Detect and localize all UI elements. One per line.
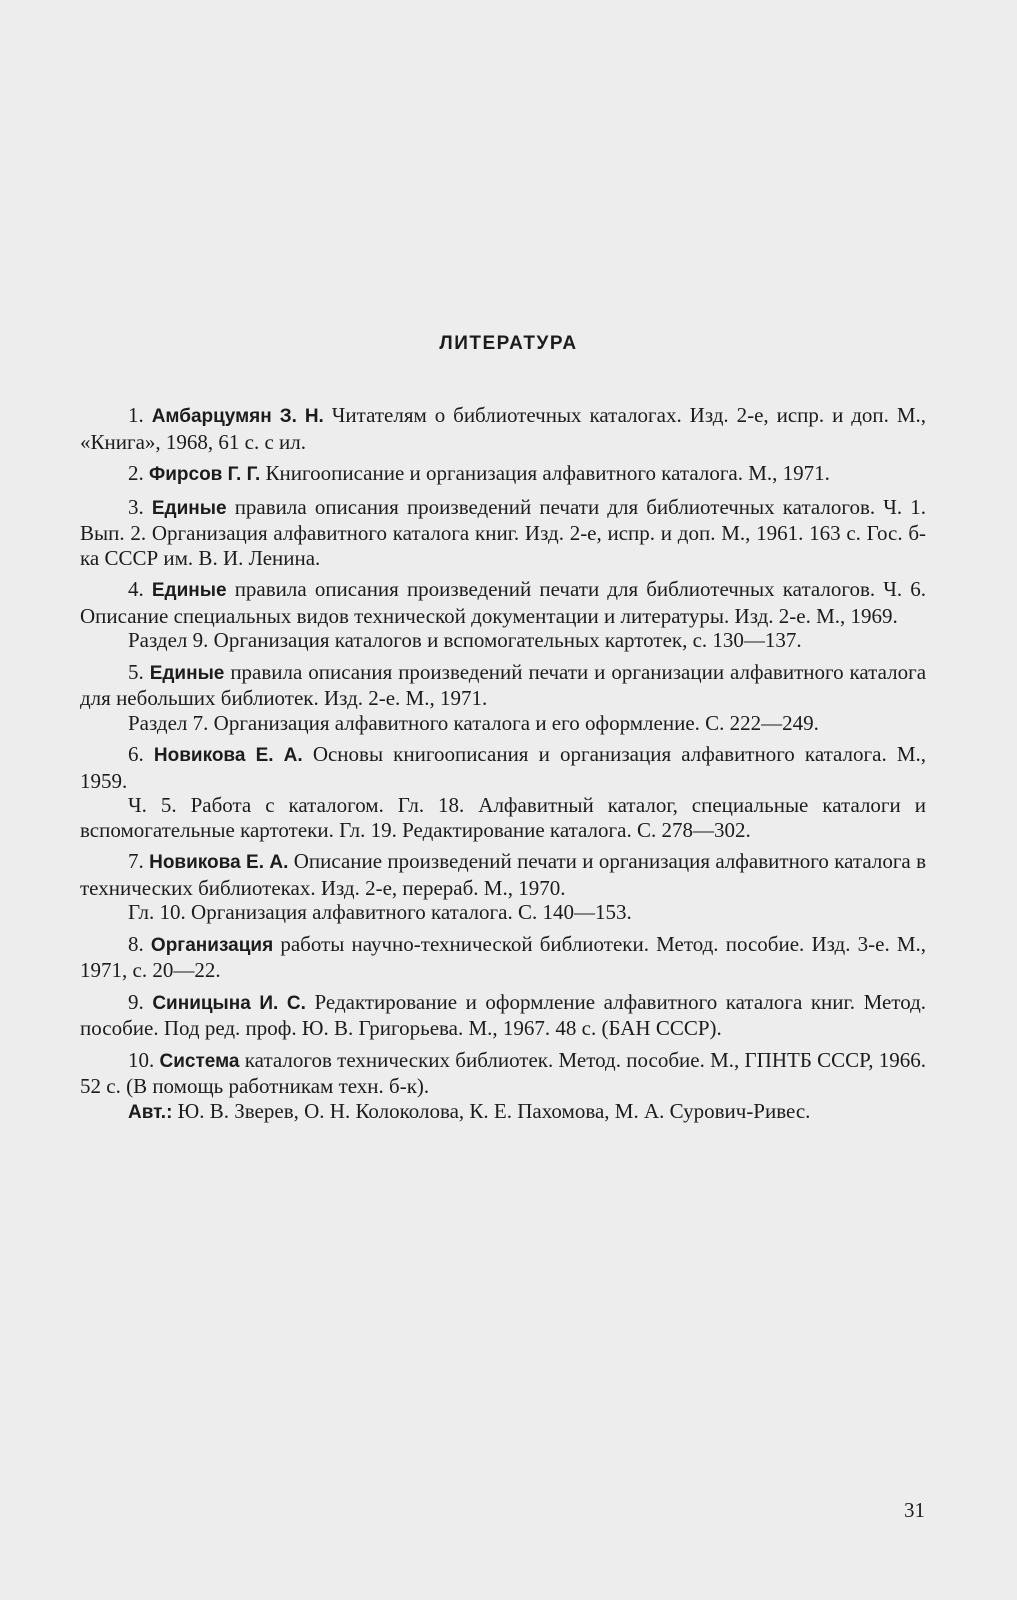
reference-paragraph — [80, 849, 926, 900]
reference-paragraph — [80, 990, 926, 1041]
reference-paragraph — [80, 932, 926, 983]
reference-paragraph — [80, 461, 926, 488]
reference-number: 7. — [128, 849, 144, 873]
reference-item — [80, 849, 926, 925]
reference-paragraph — [80, 1048, 926, 1099]
reference-paragraph — [80, 742, 926, 793]
reference-text: правила описания произведений печати и организации алфавитного каталога для небольших библиотек. Изд. 2-е. М., 1971. — [80, 659, 927, 710]
reference-text: Книгоописание и организация алфавитного каталога. М., 1971. — [265, 461, 830, 485]
reference-section-note: Раздел 7. Организация алфавитного каталога и его оформление. С. 222—249. — [128, 710, 819, 735]
reference-paragraph — [80, 403, 926, 454]
reference-number: 8. — [128, 931, 144, 956]
credits-label: Авт.: — [128, 1101, 173, 1123]
reference-author: Единые — [151, 580, 227, 601]
credits-names: Ю. В. Зверев, О. Н. Колоколова, К. Е. Пахомова, М. А. Сурович-Ривес. — [177, 1098, 811, 1123]
reference-text: каталогов технических библиотек. Метод. пособие. М., ГПНТБ СССР, 1966. 52 с. (В помощь работникам техн. б-к). — [80, 1047, 927, 1098]
reference-number: 4. — [128, 577, 144, 601]
reference-author: Фирсов Г. Г. — [149, 464, 261, 485]
reference-list — [80, 403, 926, 1132]
reference-item — [80, 1048, 926, 1126]
reference-section-note: Ч. 5. Работа с каталогом. Гл. 18. Алфавитный каталог, специальные каталоги и вспомогательные картотеки. Гл. 19. Редактирование каталога. С. 278—302. — [80, 793, 926, 842]
reference-author: Амбарцумян З. Н. — [151, 406, 324, 427]
reference-text: работы научно-технической библиотеки. Метод. пособие. Изд. 3-е. М., 1971, с. 20—22. — [80, 931, 927, 982]
reference-number: 5. — [128, 659, 144, 684]
reference-number: 6. — [128, 742, 144, 766]
reference-author: Организация — [150, 934, 274, 956]
reference-item — [80, 403, 926, 454]
reference-author: Синицына И. С. — [152, 992, 306, 1014]
page-title: ЛИТЕРАТУРА — [439, 333, 578, 354]
page-number: 31 — [904, 1498, 925, 1522]
reference-section-note: Раздел 9. Организация каталогов и вспомогательных картотек, с. 130—137. — [128, 628, 802, 652]
reference-paragraph — [80, 495, 926, 571]
reference-item — [80, 461, 926, 488]
reference-item — [80, 577, 926, 653]
reference-item — [80, 660, 926, 736]
reference-text: правила описания произведений печати для библиотечных каталогов. Ч. 1. Вып. 2. Организация алфавитного каталога книг. Изд. 2-е, испр. и доп. М., 1961. 163 с. Гос. б-ка СССР им. В. И. Ленина. — [80, 494, 926, 570]
reference-paragraph — [80, 577, 926, 628]
reference-item — [80, 742, 926, 842]
credits-line — [80, 1099, 926, 1126]
reference-text: правила описания произведений печати для библиотечных каталогов. Ч. 6. Описание специальных видов технической документации и литературы. Изд. 2-е. М., 1969. — [80, 577, 926, 628]
reference-paragraph — [80, 660, 926, 711]
reference-number: 1. — [128, 403, 144, 427]
reference-text: Основы книгоописания и организация алфавитного каталога. М., 1959. — [80, 742, 926, 793]
reference-text: Редактирование и оформление алфавитного каталога книг. Метод. пособие. Под ред. проф. Ю. В. Григорьева. М., 1967. 48 с. (БАН СССР). — [80, 989, 927, 1040]
reference-number: 9. — [128, 989, 144, 1014]
reference-text: Описание произведений печати и организация алфавитного каталога в технических библиотеках. Изд. 2-е, перераб. М., 1970. — [80, 849, 927, 900]
reference-author: Новикова Е. А. — [153, 745, 303, 766]
reference-item — [80, 495, 926, 571]
reference-author: Новикова Е. А. — [149, 852, 289, 873]
reference-author: Единые — [149, 662, 225, 684]
reference-text: Читателям о библиотечных каталогах. Изд. 2-е, испр. и доп. М., «Книга», 1968, 61 с. с ил. — [80, 403, 927, 454]
reference-number: 2. — [128, 461, 144, 485]
reference-section-note: Гл. 10. Организация алфавитного каталога. С. 140—153. — [128, 900, 632, 924]
reference-author: Система — [159, 1050, 240, 1072]
reference-number: 3. — [128, 494, 144, 519]
reference-author: Единые — [151, 497, 227, 519]
reference-item — [80, 932, 926, 983]
reference-number: 10. — [128, 1047, 155, 1072]
reference-item — [80, 990, 926, 1041]
